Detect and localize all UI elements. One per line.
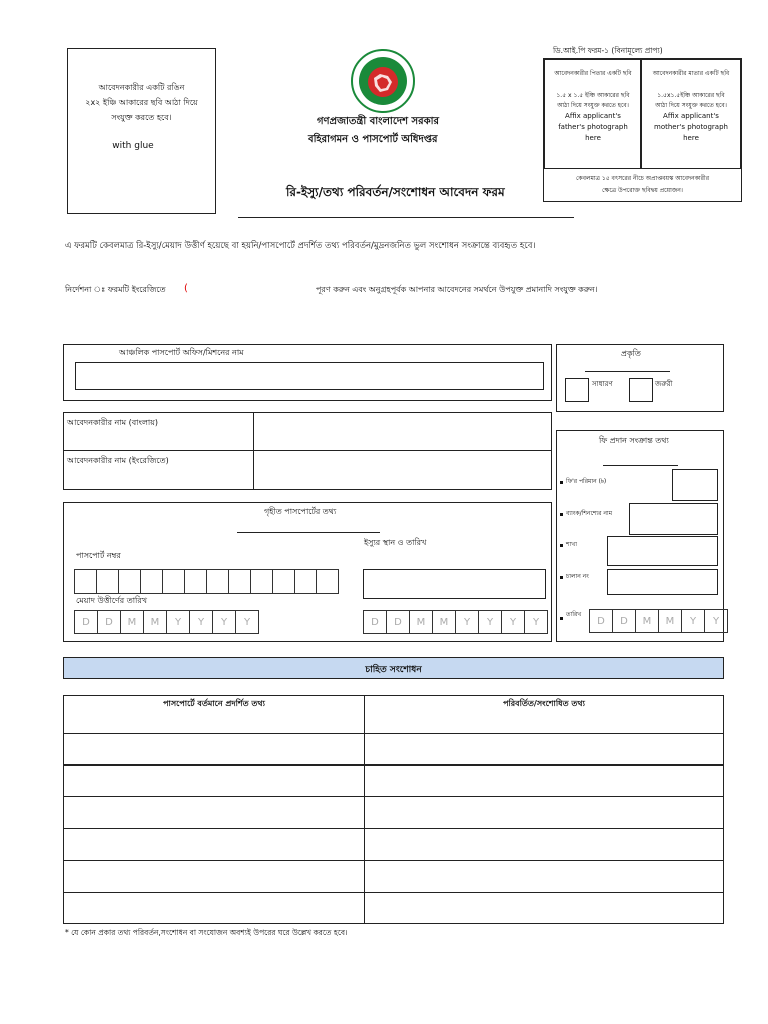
passport-number-cell[interactable]	[294, 569, 317, 594]
date-cell-day[interactable]: D	[74, 610, 98, 634]
passport-number-cell[interactable]	[250, 569, 273, 594]
fee-title-underline	[603, 465, 678, 466]
current-info-cell[interactable]	[64, 734, 365, 765]
correction-col-current: পাসপোর্টে বর্তমানে প্রদর্শিত তথ্য	[64, 696, 365, 734]
current-info-cell[interactable]	[64, 797, 365, 829]
mother-photo-text-1: আবেদনকারীর মাতার একটি ছবি	[652, 70, 730, 77]
fee-amount-label: ফি'র পরিমান (৳)	[566, 478, 607, 485]
current-info-cell[interactable]	[64, 765, 365, 797]
fee-date-cells[interactable]	[589, 609, 727, 633]
urgent-checkbox[interactable]	[629, 378, 653, 402]
mother-photo-text-3: আঠা দিয়ে সংযুক্ত করতে হবে।	[655, 102, 727, 109]
date-cell-day[interactable]: D	[589, 609, 613, 633]
applicant-photo-box[interactable]	[67, 48, 216, 214]
mother-photo-text-6: here	[683, 134, 699, 142]
father-photo-text-1: আবেদনকারীর পিতার একটি ছবি	[554, 70, 632, 77]
photo-glue-text: with glue	[112, 141, 154, 151]
date-cell-year[interactable]: Y	[501, 610, 525, 634]
date-cell-month[interactable]: M	[120, 610, 144, 634]
passport-number-cell[interactable]	[118, 569, 141, 594]
date-cell-year[interactable]: Y	[524, 610, 548, 634]
date-cell-day[interactable]: D	[363, 610, 387, 634]
date-cell-year[interactable]: Y	[189, 610, 213, 634]
normal-label: সাধারণ	[592, 380, 613, 388]
title-underline	[238, 217, 574, 218]
bullet-icon	[560, 617, 563, 620]
correction-header-bar	[63, 657, 724, 679]
father-photo-text-2: ১.৫ x ১.৫ ইঞ্চি আকারের ছবি	[556, 92, 630, 99]
bullet-icon	[560, 513, 563, 516]
passport-number-cell[interactable]	[74, 569, 97, 594]
instruction-left: নির্দেশনা ঃ ফরমটি ইংরেজিতে	[65, 285, 166, 294]
department-name: বহিরাগমন ও পাসপোর্ট অধিদপ্তর	[308, 134, 438, 145]
date-cell-month[interactable]: M	[635, 609, 659, 633]
passport-number-label: পাসপোর্ট নম্বর	[76, 551, 121, 560]
form-code: ডি.আই.পি ফরম-১ (বিনামূল্যে প্রাপ্য)	[553, 46, 663, 55]
passport-number-cell[interactable]	[316, 569, 339, 594]
fee-amount-input[interactable]	[672, 469, 718, 501]
name-english-label: আবেদনকারীর নাম (ইংরেজিতে)	[67, 456, 169, 465]
passport-title-underline	[237, 532, 380, 533]
date-cell-year[interactable]: Y	[235, 610, 259, 634]
expiry-date-cells[interactable]	[74, 610, 258, 634]
fee-bank-label: ব্যাংক/শিনশ্যের নাম	[566, 510, 613, 517]
mother-photo-text-5: mother's photograph	[654, 123, 728, 131]
normal-checkbox[interactable]	[565, 378, 589, 402]
issue-place-date-label: ইস্যুর স্থান ও তারিখ	[364, 538, 427, 547]
mother-photo-text-4: Affix applicant's	[663, 112, 719, 120]
modified-info-cell[interactable]	[365, 765, 724, 797]
date-cell-month[interactable]: M	[409, 610, 433, 634]
father-photo-text-6: here	[585, 134, 601, 142]
table-row	[64, 893, 724, 924]
fee-title: ফি প্রদান সংক্রান্ত তথ্য	[599, 436, 669, 445]
government-name: গণপ্রজাতন্ত্রী বাংলাদেশ সরকার	[317, 116, 439, 127]
date-cell-day[interactable]: D	[612, 609, 636, 633]
form-title: রি-ইস্যু/তথ্য পরিবর্তন/সংশোধন আবেদন ফরম	[286, 185, 505, 199]
date-cell-year[interactable]: Y	[455, 610, 479, 634]
father-photo-text-5: father's photograph	[558, 123, 628, 131]
modified-info-cell[interactable]	[365, 893, 724, 924]
current-info-cell[interactable]	[64, 861, 365, 893]
nature-underline	[585, 371, 670, 372]
passport-number-cell[interactable]	[206, 569, 229, 594]
correction-title: চাহিত সংশোধন	[365, 665, 422, 675]
bullet-icon	[560, 576, 563, 579]
correction-header-row	[64, 696, 724, 734]
instruction-right: পূরণ করুন এবং অনুগ্রহপূর্বক আপনার আবেদনের সমর্থনে উপযুক্ত প্রমানাদি সংযুক্ত করুন।	[316, 285, 598, 294]
under15-note-2: ক্ষেত্রে উপরোক্ত ছবিদ্বয় প্রয়োজন।	[602, 187, 683, 194]
date-cell-day[interactable]: D	[386, 610, 410, 634]
passport-section	[63, 502, 552, 642]
footnote: * যে কোন প্রকার তথ্য পরিবর্তন,সংশোধন বা সংযোজন অবশ্যই উপরের ঘরে উল্লেখ করতে হবে।	[65, 928, 348, 937]
table-row	[64, 734, 724, 765]
fee-receipt-input[interactable]	[607, 569, 718, 595]
fee-date-label: তারিখ	[566, 611, 582, 618]
table-row	[64, 765, 724, 797]
table-row	[64, 797, 724, 829]
photo-instruction-3: সংযুক্ত করতে হবে।	[111, 113, 172, 122]
modified-info-cell[interactable]	[365, 829, 724, 861]
father-photo-box[interactable]	[544, 59, 642, 169]
issue-place-input[interactable]	[363, 569, 546, 599]
father-photo-text-4: Affix applicant's	[565, 112, 621, 120]
table-row	[64, 829, 724, 861]
parent-photos-frame	[543, 58, 742, 202]
name-bangla-input[interactable]	[254, 413, 551, 450]
issue-date-cells[interactable]	[363, 610, 547, 634]
date-cell-month[interactable]: M	[658, 609, 682, 633]
fee-bank-input[interactable]	[629, 503, 718, 535]
instruction-paren: (	[184, 283, 188, 294]
modified-info-cell[interactable]	[365, 797, 724, 829]
intro-text: এ ফরমটি কেবলমাত্র রি-ইস্যু/মেয়াদ উত্তীর্ণ হয়েছে বা হয়নি/পাসপোর্টে প্রদর্শিত তথ্য পরিবর্তন/মুদ্রনজনিত ভুল সংশোধন সংক্রান্তে ব্যবহৃত হবে।	[65, 241, 536, 251]
passport-number-cell[interactable]	[140, 569, 163, 594]
date-cell-year[interactable]: Y	[478, 610, 502, 634]
date-cell-month[interactable]: M	[143, 610, 167, 634]
passport-number-cell[interactable]	[184, 569, 207, 594]
passport-number-cells[interactable]	[74, 569, 338, 594]
date-cell-year[interactable]: Y	[212, 610, 236, 634]
urgent-label: জরুরী	[655, 380, 673, 388]
passport-number-cell[interactable]	[96, 569, 119, 594]
date-cell-day[interactable]: D	[97, 610, 121, 634]
mother-photo-text-2: ১.৫x১.৫ইঞ্চি আকারের ছবি	[657, 92, 725, 99]
date-cell-year[interactable]: Y	[681, 609, 705, 633]
office-label: আঞ্চলিক পাসপোর্ট অফিস/মিশনের নাম	[119, 348, 244, 357]
office-section	[63, 344, 552, 401]
table-row	[64, 861, 724, 893]
bangladesh-government-emblem-icon	[350, 48, 416, 114]
under15-note-1: কেবলমাত্র ১৫ বৎসরের নীচে অপ্রাপ্তবয়স্ক আবেদনকারীর	[576, 175, 709, 182]
bullet-icon	[560, 481, 563, 484]
correction-col-modified: পরিবর্তিত/সংশোধিত তথ্য	[365, 696, 724, 734]
date-cell-year[interactable]: Y	[166, 610, 190, 634]
modified-info-cell[interactable]	[365, 734, 724, 765]
name-english-input[interactable]	[254, 451, 551, 489]
fee-branch-label: শাখা	[566, 541, 577, 548]
name-section	[63, 412, 552, 490]
mother-photo-box[interactable]	[641, 59, 741, 169]
name-bangla-label: আবেদনকারীর নাম (বাংলায়)	[67, 418, 159, 427]
correction-table	[63, 695, 724, 924]
date-cell-month[interactable]: M	[432, 610, 456, 634]
fee-receipt-label: চালান নং	[566, 573, 589, 580]
nature-section	[556, 344, 724, 412]
modified-info-cell[interactable]	[365, 861, 724, 893]
nature-label: প্রকৃতি	[621, 349, 641, 358]
bullet-icon	[560, 544, 563, 547]
current-info-cell[interactable]	[64, 829, 365, 861]
fee-section	[556, 430, 724, 642]
current-info-cell[interactable]	[64, 893, 365, 924]
passport-number-cell[interactable]	[162, 569, 185, 594]
fee-branch-input[interactable]	[607, 536, 718, 566]
expiry-date-label: মেয়াদ উত্তীর্ণের তারিখ	[76, 596, 147, 605]
passport-number-cell[interactable]	[228, 569, 251, 594]
date-cell-year[interactable]: Y	[704, 609, 728, 633]
photo-instruction-1: আবেদনকারীর একটি রঙিন	[98, 83, 185, 92]
passport-number-cell[interactable]	[272, 569, 295, 594]
office-input[interactable]	[75, 362, 544, 390]
father-photo-text-3: আঠা দিয়ে সংযুক্ত করতে হবে।	[557, 102, 629, 109]
passport-title: গৃহীত পাসপোর্টের তথ্য	[264, 507, 337, 516]
photo-instruction-2: ২x২ ইঞ্চি আকারের ছবি আঠা দিয়ে	[85, 98, 198, 107]
